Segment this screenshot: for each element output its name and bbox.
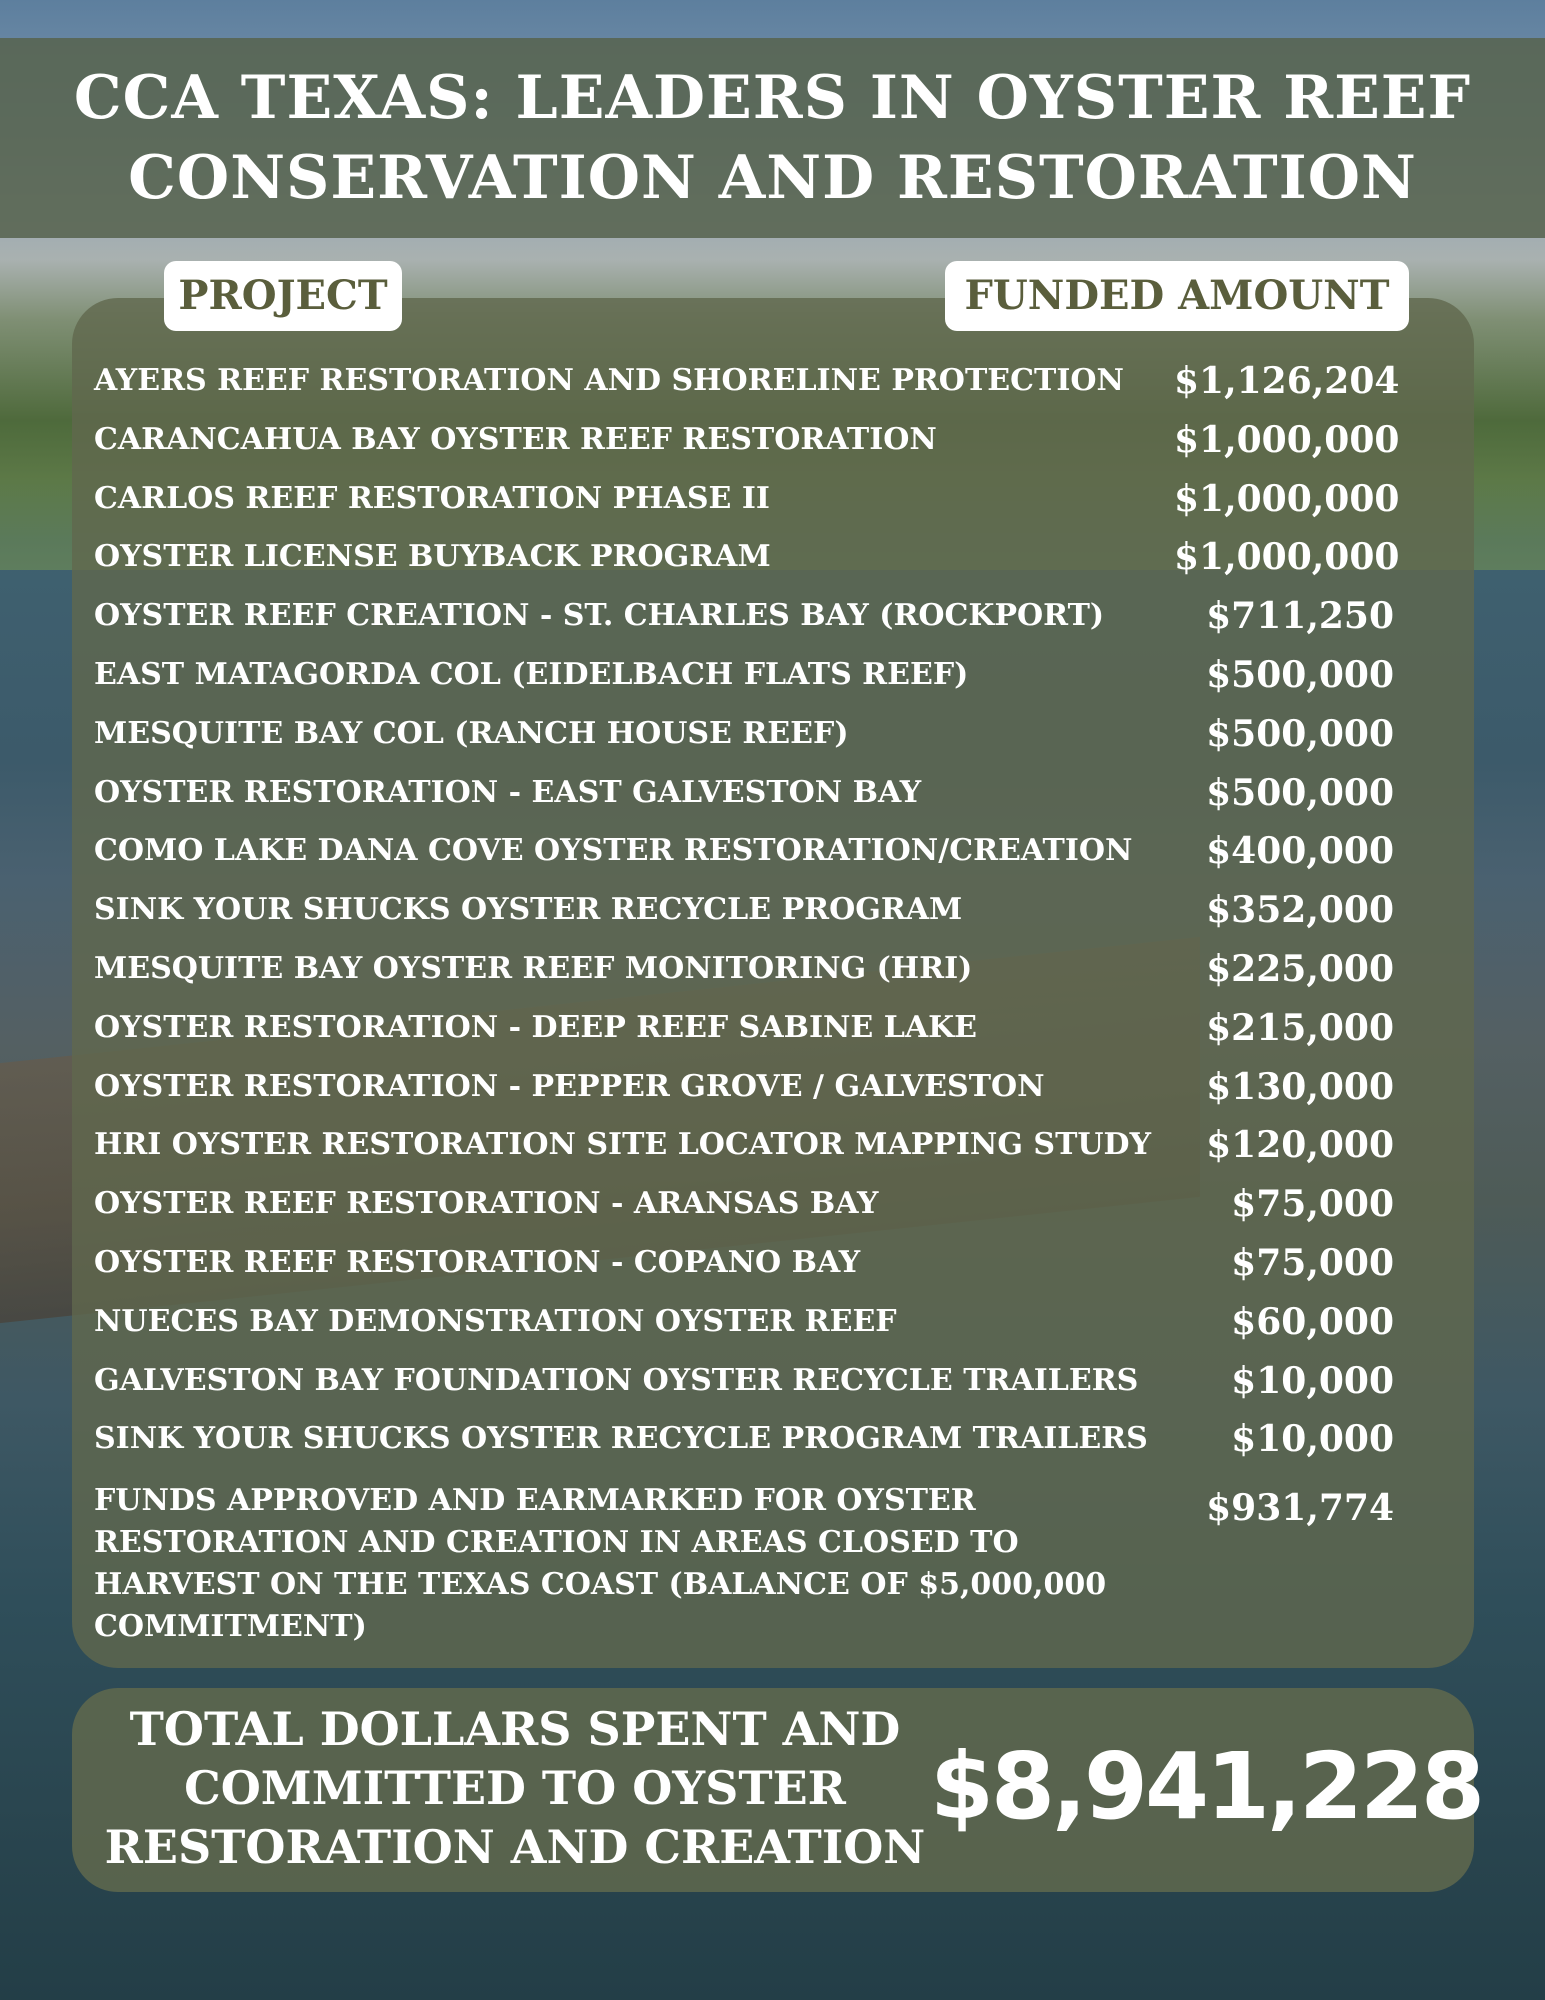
table-row (94, 651, 1394, 710)
funded-amount: $75,000 (1231, 1241, 1394, 1284)
project-name: OYSTER LICENSE BUYBACK PROGRAM (94, 539, 771, 575)
table-row (94, 1474, 1394, 1654)
funded-amount: $711,250 (1206, 595, 1394, 638)
title-line-2: CONSERVATION AND RESTORATION (128, 143, 1417, 213)
funded-amount: $931,774 (1206, 1487, 1394, 1530)
table-row (94, 416, 1400, 475)
table-row (94, 1357, 1394, 1416)
table-row (94, 1415, 1394, 1474)
funded-amount: $500,000 (1206, 653, 1394, 696)
table-row (94, 886, 1394, 945)
project-name: OYSTER RESTORATION - EAST GALVESTON BAY (94, 774, 922, 810)
table-row (94, 1298, 1394, 1357)
table-row (94, 357, 1400, 416)
table-row (94, 945, 1394, 1004)
project-name: GALVESTON BAY FOUNDATION OYSTER RECYCLE TRAILERS (94, 1362, 1139, 1398)
funded-amount: $1,000,000 (1174, 477, 1400, 520)
table-row (94, 1063, 1394, 1122)
funded-amount: $130,000 (1206, 1065, 1394, 1108)
table-row (94, 533, 1400, 592)
funded-amount: $1,126,204 (1174, 360, 1400, 402)
table-row (94, 769, 1394, 828)
project-name: SINK YOUR SHUCKS OYSTER RECYCLE PROGRAM TRAILERS (94, 1421, 1148, 1457)
funded-amount: $215,000 (1206, 1006, 1394, 1049)
project-name: EAST MATAGORDA COL (EIDELBACH FLATS REEF) (94, 656, 969, 692)
funded-amount: $75,000 (1231, 1183, 1394, 1226)
funded-amount: $225,000 (1206, 947, 1394, 990)
funded-amount: $352,000 (1206, 889, 1394, 932)
project-name: CARANCAHUA BAY OYSTER REEF RESTORATION (94, 421, 937, 457)
total-label: TOTAL DOLLARS SPENT AND COMMITTED TO OYSTER RESTORATION AND CREATION (104, 1702, 926, 1874)
project-name: OYSTER REEF CREATION - ST. CHARLES BAY (ROCKPORT) (94, 598, 1105, 634)
table-row (94, 1239, 1394, 1298)
table-row (94, 827, 1394, 886)
table-row (94, 710, 1394, 769)
project-name: OYSTER RESTORATION - DEEP REEF SABINE LAKE (94, 1009, 978, 1045)
project-name: NUECES BAY DEMONSTRATION OYSTER REEF (94, 1303, 897, 1339)
table-row (94, 1121, 1394, 1180)
table-row (94, 1180, 1394, 1239)
project-name: OYSTER REEF RESTORATION - ARANSAS BAY (94, 1186, 879, 1222)
table-row (94, 1004, 1394, 1063)
project-name: SINK YOUR SHUCKS OYSTER RECYCLE PROGRAM (94, 892, 963, 928)
project-name: COMO LAKE DANA COVE OYSTER RESTORATION/CREATION (94, 833, 1133, 869)
project-name: MESQUITE BAY OYSTER REEF MONITORING (HRI) (94, 950, 973, 986)
table-row (94, 475, 1400, 534)
funded-amount: $500,000 (1206, 712, 1394, 755)
project-name: AYERS REEF RESTORATION AND SHORELINE PROTECTION (94, 363, 1124, 398)
funded-amount: $1,000,000 (1174, 536, 1400, 579)
column-header-project: PROJECT (164, 261, 402, 331)
project-name: OYSTER REEF RESTORATION - COPANO BAY (94, 1244, 861, 1280)
column-header-amount: FUNDED AMOUNT (945, 261, 1409, 331)
project-name: MESQUITE BAY COL (RANCH HOUSE REEF) (94, 715, 849, 751)
funded-amount: $10,000 (1231, 1418, 1394, 1461)
title-band (0, 38, 1545, 238)
funded-amount: $500,000 (1206, 771, 1394, 814)
funded-amount: $400,000 (1206, 830, 1394, 873)
project-name: FUNDS APPROVED AND EARMARKED FOR OYSTER RESTORATION AND CREATION IN AREAS CLOSED TO HARVEST ON THE TEXAS COAST (BALANCE OF $5,000,000 COMMITMENT) (94, 1483, 1107, 1645)
table-row (94, 592, 1394, 651)
title-line-1: CCA TEXAS: LEADERS IN OYSTER REEF (73, 63, 1472, 133)
funded-amount: $120,000 (1206, 1124, 1394, 1167)
funded-amount: $10,000 (1231, 1359, 1394, 1402)
project-name: HRI OYSTER RESTORATION SITE LOCATOR MAPPING STUDY (94, 1127, 1151, 1163)
project-name: OYSTER RESTORATION - PEPPER GROVE / GALVESTON (94, 1068, 1045, 1104)
page-title (33, 58, 1513, 218)
funded-amount: $60,000 (1231, 1300, 1394, 1343)
funding-table (94, 357, 1400, 1654)
total-amount: $8,941,228 (930, 1733, 1483, 1840)
project-name: CARLOS REEF RESTORATION PHASE II (94, 480, 770, 516)
funded-amount: $1,000,000 (1174, 418, 1400, 461)
